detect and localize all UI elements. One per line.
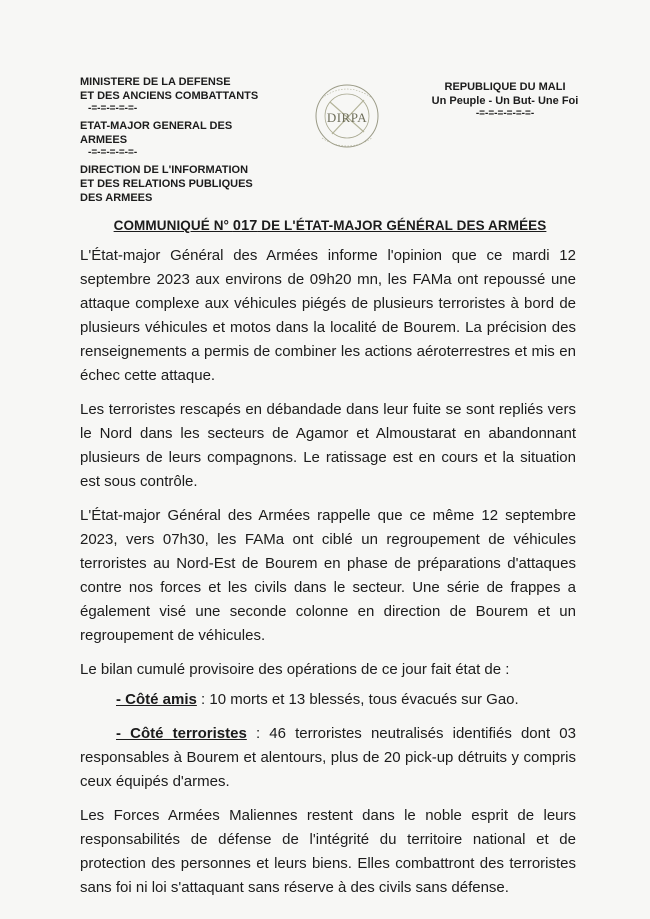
enemy-text: : 46 terroristes neutralisés identifiés dont 03 responsables à Bourem et alentours, plus de 20 pick-up détruits y compris ceux équipés d'armes. [80, 725, 576, 790]
friendly-label: - Côté amis [116, 691, 197, 708]
communique-body [80, 244, 576, 910]
republic-header [430, 80, 580, 120]
logo-text: DIRPA [326, 110, 368, 125]
direction-line: DES ARMEES [80, 192, 153, 204]
direction-line: ET DES RELATIONS PUBLIQUES [80, 178, 253, 190]
ministry-line: MINISTERE DE LA DEFENSE [80, 76, 231, 88]
friendly-losses [80, 688, 576, 712]
separator: -=-=-=-=-=- [88, 103, 138, 114]
republic-motto: Un Peuple - Un But- Une Foi [431, 95, 579, 107]
staff-line: ETAT-MAJOR GENERAL DES ARMEES [80, 120, 233, 146]
paragraph: Les terroristes rescapés en débandade dans leur fuite se sont repliés vers le Nord dans les secteurs de Agamor et Almoustarat en abandonnant plusieurs de leurs compagnons. Le ratissage est en cours et la situation est sous contrôle. [80, 401, 576, 490]
separator: -=-=-=-=-=- [88, 147, 138, 158]
enemy-losses [80, 722, 576, 794]
dirpa-logo [312, 78, 382, 160]
communique-number: 017 [232, 218, 258, 234]
title-prefix: COMMUNIQUÉ N° [113, 218, 233, 233]
republic-name: REPUBLIQUE DU MALI [444, 81, 566, 93]
friendly-text: : 10 morts et 13 blessés, tous évacués sur Gao. [196, 691, 519, 708]
paragraph: Le bilan cumulé provisoire des opérations de ce jour fait état de : [80, 661, 510, 678]
ministry-line: ET DES ANCIENS COMBATTANTS [80, 90, 259, 102]
paragraph: L'État-major Général des Armées informe l'opinion que ce mardi 12 septembre 2023 aux environs de 09h20 mn, les FAMa ont repoussé une attaque complexe aux véhicules piégés de plusieurs terroristes à bord de plusieurs véhicules et motos dans la localité de Bourem. La précision des renseignements a permis de combiner les actions aéroterrestres et mis en échec cette attaque. [80, 247, 576, 384]
paragraph: Les Forces Armées Maliennes restent dans le noble esprit de leurs responsabilités de défense de l'intégrité du territoire national et de protection des personnes et leurs biens. Elles combattront des terroristes sans foi ni loi s'attaquant sans réserve à des civils sans défense. [80, 807, 576, 896]
enemy-label: - Côté terroristes [116, 725, 247, 742]
direction-line: DIRECTION DE L'INFORMATION [80, 164, 249, 176]
separator: -=-=-=-=-=-=- [475, 108, 535, 119]
title-suffix: DE L'ÉTAT-MAJOR GÉNÉRAL DES ARMÉES [257, 218, 547, 233]
ministry-header [80, 75, 270, 205]
communique-title [80, 218, 580, 234]
paragraph: L'État-major Général des Armées rappelle que ce même 12 septembre 2023, vers 07h30, les FAMa ont ciblé un regroupement de véhicules terroristes au Nord-Est de Bourem en phase de préparations d'attaques contre nos forces et les civils dans le secteur. Une série de frappes a également visé une seconde colonne en direction de Bourem et un regroupement de véhicules. [80, 507, 576, 644]
